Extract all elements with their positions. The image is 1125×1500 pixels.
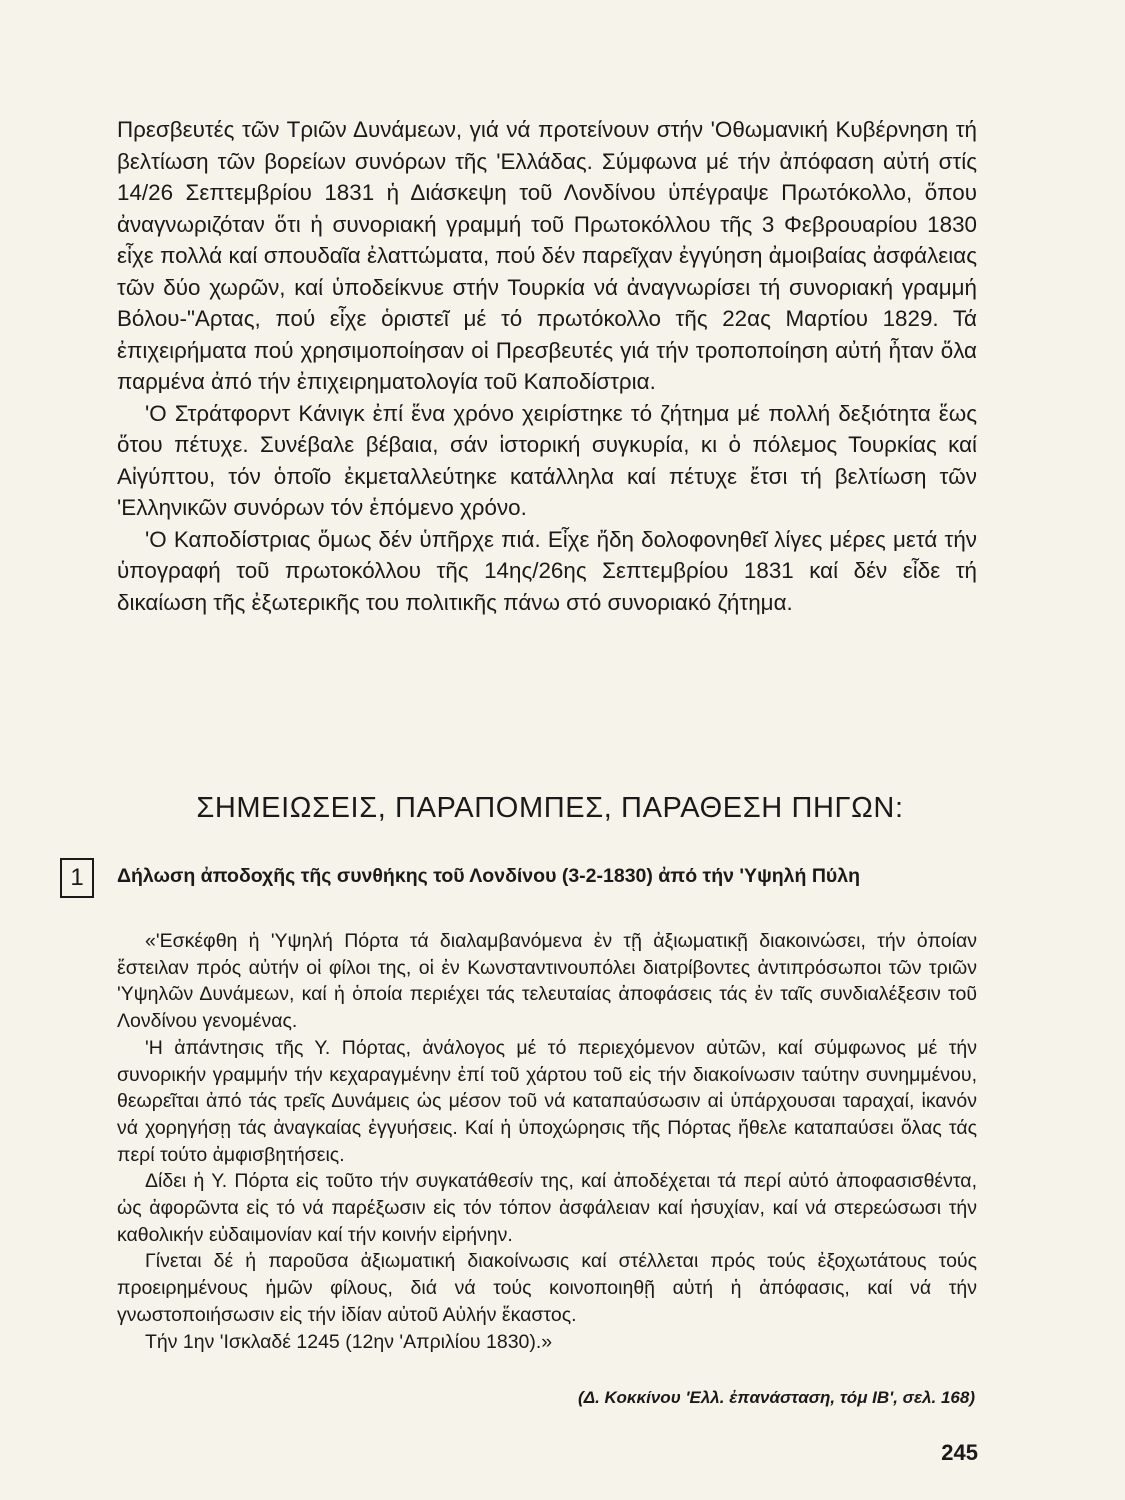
- note-paragraph-2: 'Η ἀπάντησις τῆς Υ. Πόρτας, ἀνάλογος μέ τό περιεχόμενον αὐτῶν, καί σύμφωνος μέ τήν συνορικήν γραμμήν τήν κεχαραγμένην ἐπί τοῦ χάρτου τοῦ εἰς τήν διακοίνωσιν ταύτην συνημμένου, θεωρεῖται ἀπό τάς τρεῖς Δυνάμεις ὡς μέσον τοῦ νά καταπαύσωσιν αἱ ὑπάρχουσαι ταραχαί, ἱκανόν νά χορηγήσῃ τάς ἀναγκαίας ἐγγυήσεις. Καί ἡ ὑποχώρησις τῆς Πόρτας ἤθελε καταπαύσει ὅλας τάς περί τούτο ἀμφισβητήσεις.: [117, 1036, 977, 1166]
- source-citation: (Δ. Κοκκίνου 'Ελλ. ἐπανάσταση, τόμ ΙΒ', σελ. 168): [578, 1388, 975, 1407]
- body-paragraph-1: Πρεσβευτές τῶν Τριῶν Δυνάμεων, γιά νά προτείνουν στήν 'Οθωμανική Κυβέρνηση τή βελτίωση τῶν βορείων συνόρων τῆς 'Ελλάδας. Σύμφωνα μέ τήν ἀπόφαση αὐτή στίς 14/26 Σεπτεμβρίου 1831 ἡ Διάσκεψη τοῦ Λονδίνου ὑπέγραψε Πρωτόκολλο, ὅπου ἀναγνωριζόταν ὅτι ἡ συνοριακή γραμμή τοῦ Πρωτοκόλλου τῆς 3 Φεβρουαρίου 1830 εἶχε πολλά καί σπουδαῖα ἐλαττώματα, πού δέν παρεῖχαν ἐγγύηση ἀμοιβαίας ἀσφάλειας τῶν δύο χωρῶν, καί ὑποδείκνυε στήν Τουρκία νά ἀναγνωρίσει τή συνοριακή γραμμή Βόλου-"Αρτας, πού εἶχε ὁριστεῖ μέ τό πρωτόκολλο τῆς 22ας Μαρτίου 1829. Τά ἐπιχειρήματα πού χρησιμοποίησαν οἱ Πρεσβευτές γιά τήν τροποποίηση αὐτή ἦταν ὅλα παρμένα ἀπό τήν ἐπιχειρηματολογία τοῦ Καποδίστρια.: [117, 117, 977, 394]
- note-paragraph-4: Γίνεται δέ ἡ παροῦσα ἀξιωματική διακοίνωσις καί στέλλεται πρός τούς ἐξοχωτάτους τούς προειρημένους ἡμῶν φίλους, διά νά τούς κοινοποιηθῇ αὐτή ἡ ἀπόφασις, καί νά τήν γνωστοποιήσωσιν εἰς τήν ἰδίαν αὐτοῦ Αὐλήν ἕκαστος.: [117, 1250, 977, 1326]
- body-paragraph-2: 'Ο Στράτφορντ Κάνιγκ ἐπί ἕνα χρόνο χειρίστηκε τό ζήτημα μέ πολλή δεξιότητα ἕως ὅτου πέτυχε. Συνέβαλε βέβαια, σάν ἱστορική συγκυρία, κι ὁ πόλεμος Τουρκίας καί Αἰγύπτου, τόν ὁποῖο ἐκμεταλλεύτηκε κατάλληλα καί πέτυχε ἔτσι τή βελτίωση τῶν 'Ελληνικῶν συνόρων τόν ἑπόμενο χρόνο.: [117, 400, 977, 520]
- page-number: 245: [941, 1440, 978, 1465]
- note-quotation: [117, 928, 977, 1355]
- note-paragraph-5: Τήν 1ην 'Ισκλαδέ 1245 (12ην 'Απριλίου 1830).»: [145, 1330, 553, 1353]
- body-paragraph-3: 'Ο Καποδίστριας ὅμως δέν ὑπῆρχε πιά. Εἶχε ἤδη δολοφονηθεῖ λίγες μέρες μετά τήν ὑπογραφή τοῦ πρωτοκόλλου τῆς 14ης/26ης Σεπτεμβρίου 1831 καί δέν εἶδε τή δικαίωση τῆς ἐξωτερικῆς του πολιτικῆς πάνω στό συνοριακό ζήτημα.: [117, 526, 977, 615]
- note-paragraph-3: Δίδει ἡ Υ. Πόρτα εἰς τοῦτο τήν συγκατάθεσίν της, καί ἀποδέχεται τά περί αὐτό ἀποφασισθέντα, ὡς ἀφορῶντα εἰς τό νά παρέξωσιν εἰς τόν τόπον ἀσφάλειαν καί ἡσυχίαν, καί νά στερεώσωσι τήν καθολικήν εὐδαιμονίαν καί τήν κοινήν εἰρήνην.: [117, 1170, 977, 1246]
- note-title: Δήλωση ἀποδοχῆς τῆς συνθήκης τοῦ Λονδίνου (3-2-1830) ἀπό τήν 'Υψηλή Πύλη: [117, 865, 861, 887]
- main-text: [117, 114, 977, 618]
- note-paragraph-1: «'Εσκέφθη ἡ 'Υψηλή Πόρτα τά διαλαμβανόμενα ἐν τῇ ἀξιωματικῇ διακοινώσει, τήν ὁποίαν ἔστειλαν πρός αὐτήν οἱ φίλοι της, οἱ ἐν Κωνσταντινουπόλει διατρίβοντες ἀντιπρόσωποι τῶν τριῶν 'Υψηλῶν Δυνάμεων, καί ἡ ὁποία περιέχει τάς τελευταίας ἀποφάσεις τάς ἐν ταῖς συνδιαλέξεσιν τοῦ Λονδίνου γενομένας.: [117, 930, 977, 1033]
- section-heading: ΣΗΜΕΙΩΣΕΙΣ, ΠΑΡΑΠΟΜΠΕΣ, ΠΑΡΑΘΕΣΗ ΠΗΓΩΝ:: [196, 792, 904, 824]
- note-number-box: 1: [60, 858, 94, 898]
